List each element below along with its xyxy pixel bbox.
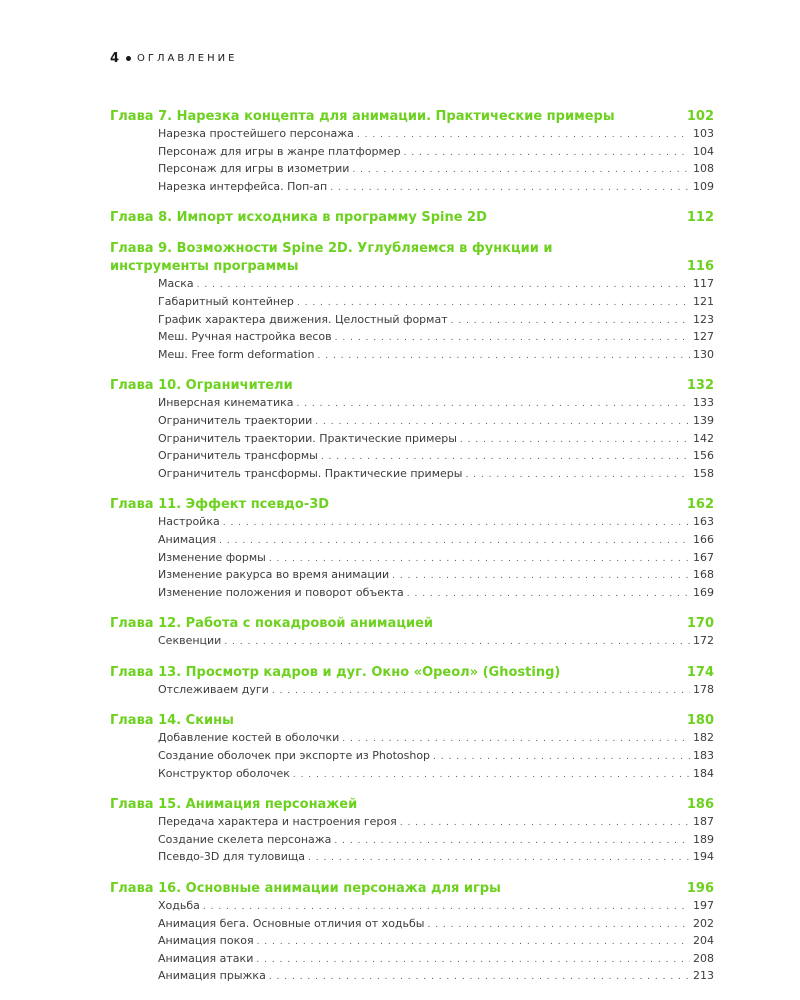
- entry-page-number: 194: [693, 850, 714, 864]
- chapter-block: [110, 209, 714, 227]
- entry-page-number: 202: [693, 916, 714, 930]
- dot-leader: [224, 635, 690, 651]
- entry-title: Передача характера и настроения героя: [158, 815, 397, 829]
- entry-title: Конструктор оболочек: [158, 766, 290, 780]
- chapter-block: [110, 712, 714, 783]
- entry-title: Персонаж для игры в изометрии: [158, 162, 350, 176]
- dot-leader: [197, 278, 690, 294]
- toc-entry[interactable]: [158, 126, 714, 144]
- toc-entry[interactable]: [158, 968, 714, 986]
- chapter-heading[interactable]: [110, 615, 714, 633]
- chapter-block: [110, 615, 714, 651]
- table-of-contents: [110, 108, 714, 999]
- chapter-block: [110, 377, 714, 483]
- toc-entry[interactable]: [158, 144, 714, 162]
- entry-page-number: 139: [693, 413, 714, 427]
- toc-entry[interactable]: [158, 951, 714, 969]
- toc-entry[interactable]: [158, 514, 714, 532]
- chapter-page-number: 196: [686, 881, 714, 897]
- toc-entry[interactable]: [158, 585, 714, 603]
- entry-page-number: 187: [693, 815, 714, 829]
- entry-title: Отслеживаем дуги: [158, 682, 269, 696]
- entry-page-number: 142: [693, 431, 714, 445]
- chapter-heading[interactable]: [110, 712, 714, 730]
- chapter-title: Глава 9. Возможности Spine 2D. Углубляемся в функции и инструменты программы: [110, 241, 553, 275]
- dot-leader: [203, 900, 690, 916]
- entry-page-number: 163: [693, 515, 714, 529]
- entry-title: Изменение формы: [158, 550, 266, 564]
- entry-title: Меш. Free form deformation: [158, 347, 315, 361]
- toc-entry[interactable]: [158, 814, 714, 832]
- dot-leader: [269, 552, 690, 568]
- entry-title: График характера движения. Целостный формат: [158, 312, 448, 326]
- toc-entry[interactable]: [158, 329, 714, 347]
- entry-page-number: 108: [693, 162, 714, 176]
- dot-leader: [352, 163, 690, 179]
- entry-page-number: 167: [693, 550, 714, 564]
- chapter-title: Глава 15. Анимация персонажей: [110, 797, 358, 813]
- entry-title: Секвенции: [158, 634, 222, 648]
- entry-page-number: 189: [693, 832, 714, 846]
- toc-entry[interactable]: [158, 312, 714, 330]
- toc-entry[interactable]: [158, 294, 714, 312]
- toc-entry[interactable]: [158, 550, 714, 568]
- toc-entry[interactable]: [158, 532, 714, 550]
- chapter-title: Глава 13. Просмотр кадров и дуг. Окно «Ореол» (Ghosting): [110, 664, 561, 680]
- entry-title: Анимация бега. Основные отличия от ходьбы: [158, 916, 425, 930]
- chapter-page-number: 112: [686, 210, 714, 226]
- toc-entry[interactable]: [158, 567, 714, 585]
- section-title: ОГЛАВЛЕНИЕ: [137, 53, 238, 64]
- toc-entry[interactable]: [158, 898, 714, 916]
- dot-leader: [308, 851, 690, 867]
- chapter-block: [110, 496, 714, 602]
- chapter-block: [110, 108, 714, 196]
- toc-entry[interactable]: [158, 448, 714, 466]
- entry-title: Инверсная кинематика: [158, 396, 294, 410]
- dot-leader: [342, 732, 690, 748]
- dot-leader: [321, 450, 690, 466]
- entry-title: Меш. Ручная настройка весов: [158, 330, 332, 344]
- chapter-heading[interactable]: [110, 377, 714, 395]
- entry-page-number: 172: [693, 634, 714, 648]
- dot-leader: [404, 146, 690, 162]
- dot-leader: [293, 768, 690, 784]
- entry-page-number: 117: [693, 277, 714, 291]
- entry-title: Псевдо-3D для туловища: [158, 850, 306, 864]
- chapter-title: Глава 11. Эффект псевдо-3D: [110, 497, 330, 513]
- toc-entry[interactable]: [158, 466, 714, 484]
- entry-title: Анимация атаки: [158, 951, 254, 965]
- entry-title: Маска: [158, 277, 194, 291]
- toc-entry[interactable]: [158, 161, 714, 179]
- entry-title: Персонаж для игры в жанре платформер: [158, 144, 401, 158]
- toc-entry[interactable]: [158, 730, 714, 748]
- dot-leader: [357, 128, 690, 144]
- toc-entry[interactable]: [158, 179, 714, 197]
- dot-leader: [318, 349, 690, 365]
- dot-leader: [400, 816, 690, 832]
- entry-page-number: 208: [693, 951, 714, 965]
- chapter-title: Глава 12. Работа с покадровой анимацией: [110, 616, 434, 632]
- entry-title: Анимация покоя: [158, 934, 254, 948]
- entry-title: Ограничитель трансформы. Практические примеры: [158, 466, 463, 480]
- dot-leader: [223, 516, 690, 532]
- toc-entry[interactable]: [158, 849, 714, 867]
- chapter-block: [110, 664, 714, 700]
- chapter-heading[interactable]: [110, 664, 714, 682]
- chapter-page-number: 170: [686, 616, 714, 632]
- dot-leader: [219, 534, 690, 550]
- chapter-heading[interactable]: [110, 496, 714, 514]
- chapter-title: Глава 16. Основные анимации персонажа для игры: [110, 881, 501, 897]
- chapter-page-number: 174: [686, 664, 714, 680]
- entry-page-number: 123: [693, 312, 714, 326]
- chapter-title: Глава 8. Импорт исходника в программу Spine 2D: [110, 210, 487, 226]
- page-number: 4: [110, 51, 121, 66]
- entry-page-number: 184: [693, 766, 714, 780]
- chapter-block: [110, 880, 714, 986]
- toc-entry[interactable]: [158, 766, 714, 784]
- entry-page-number: 166: [693, 532, 714, 546]
- toc-entry[interactable]: [158, 633, 714, 651]
- entry-title: Ограничитель траектории. Практические примеры: [158, 431, 457, 445]
- chapter-page-number: 116: [686, 259, 714, 275]
- dot-leader: [427, 918, 690, 934]
- running-head: [110, 51, 237, 66]
- dot-leader: [392, 569, 690, 585]
- entry-page-number: 127: [693, 330, 714, 344]
- entry-title: Создание оболочек при экспорте из Photoshop: [158, 749, 431, 763]
- entry-title: Нарезка интерфейса. Поп-ап: [158, 179, 328, 193]
- toc-entry[interactable]: [158, 682, 714, 700]
- dot-leader: [269, 970, 690, 986]
- entry-title: Создание скелета персонажа: [158, 832, 332, 846]
- entry-title: Ограничитель трансформы: [158, 449, 318, 463]
- entry-page-number: 183: [693, 749, 714, 763]
- dot-leader: [257, 935, 690, 951]
- chapter-page-number: 102: [686, 109, 714, 124]
- entry-page-number: 133: [693, 396, 714, 410]
- toc-entry[interactable]: [158, 431, 714, 449]
- toc-entry[interactable]: [158, 276, 714, 294]
- entry-page-number: 169: [693, 585, 714, 599]
- toc-entry[interactable]: [158, 916, 714, 934]
- entry-title: Ограничитель траектории: [158, 413, 313, 427]
- dot-leader: [460, 433, 690, 449]
- chapter-page-number: 186: [686, 797, 714, 813]
- entry-title: Изменение ракурса во время анимации: [158, 568, 390, 582]
- chapter-heading[interactable]: [110, 880, 714, 898]
- toc-entry[interactable]: [158, 748, 714, 766]
- chapter-title: Глава 10. Ограничители: [110, 378, 293, 394]
- entry-title: Ходьба: [158, 899, 200, 913]
- entry-page-number: 197: [693, 899, 714, 913]
- entry-page-number: 156: [693, 449, 714, 463]
- bullet-icon: [126, 56, 131, 61]
- entry-page-number: 104: [693, 144, 714, 158]
- dot-leader: [315, 415, 690, 431]
- entry-page-number: 130: [693, 347, 714, 361]
- chapter-heading[interactable]: [110, 240, 714, 276]
- entry-page-number: 103: [693, 127, 714, 140]
- chapter-block: [110, 796, 714, 867]
- dot-leader: [433, 750, 690, 766]
- chapter-page-number: 162: [686, 497, 714, 513]
- entry-title: Анимация прыжка: [158, 969, 266, 983]
- entry-page-number: 178: [693, 682, 714, 696]
- entry-page-number: 109: [693, 179, 714, 193]
- dot-leader: [330, 181, 690, 197]
- dot-leader: [451, 314, 690, 330]
- entry-page-number: 182: [693, 731, 714, 745]
- entry-page-number: 121: [693, 294, 714, 308]
- dot-leader: [297, 296, 690, 312]
- entry-page-number: 168: [693, 568, 714, 582]
- dot-leader: [296, 397, 690, 413]
- chapter-heading[interactable]: [110, 209, 714, 227]
- chapter-page-number: 180: [686, 713, 714, 729]
- dot-leader: [465, 468, 690, 484]
- toc-entry[interactable]: [158, 347, 714, 365]
- chapter-title: Глава 14. Скины: [110, 713, 234, 729]
- toc-entry[interactable]: [158, 395, 714, 413]
- entry-title: Анимация: [158, 532, 217, 546]
- entry-page-number: 158: [693, 466, 714, 480]
- chapter-heading[interactable]: [110, 796, 714, 814]
- entry-title: Нарезка простейшего персонажа: [158, 127, 354, 140]
- entry-title: Габаритный контейнер: [158, 294, 294, 308]
- dot-leader: [407, 587, 690, 603]
- chapter-heading[interactable]: [110, 108, 714, 126]
- entry-title: Настройка: [158, 515, 220, 529]
- toc-entry[interactable]: [158, 832, 714, 850]
- toc-entry[interactable]: [158, 413, 714, 431]
- dot-leader: [272, 684, 690, 700]
- dot-leader: [335, 331, 690, 347]
- dot-leader: [334, 834, 690, 850]
- entry-page-number: 213: [693, 969, 714, 983]
- chapter-page-number: 132: [686, 378, 714, 394]
- dot-leader: [256, 953, 690, 969]
- entry-page-number: 204: [693, 934, 714, 948]
- entry-title: Добавление костей в оболочки: [158, 731, 340, 745]
- entry-title: Изменение положения и поворот объекта: [158, 585, 404, 599]
- chapter-title: Глава 7. Нарезка концепта для анимации. Практические примеры: [110, 109, 615, 124]
- chapter-block: [110, 240, 714, 364]
- toc-entry[interactable]: [158, 933, 714, 951]
